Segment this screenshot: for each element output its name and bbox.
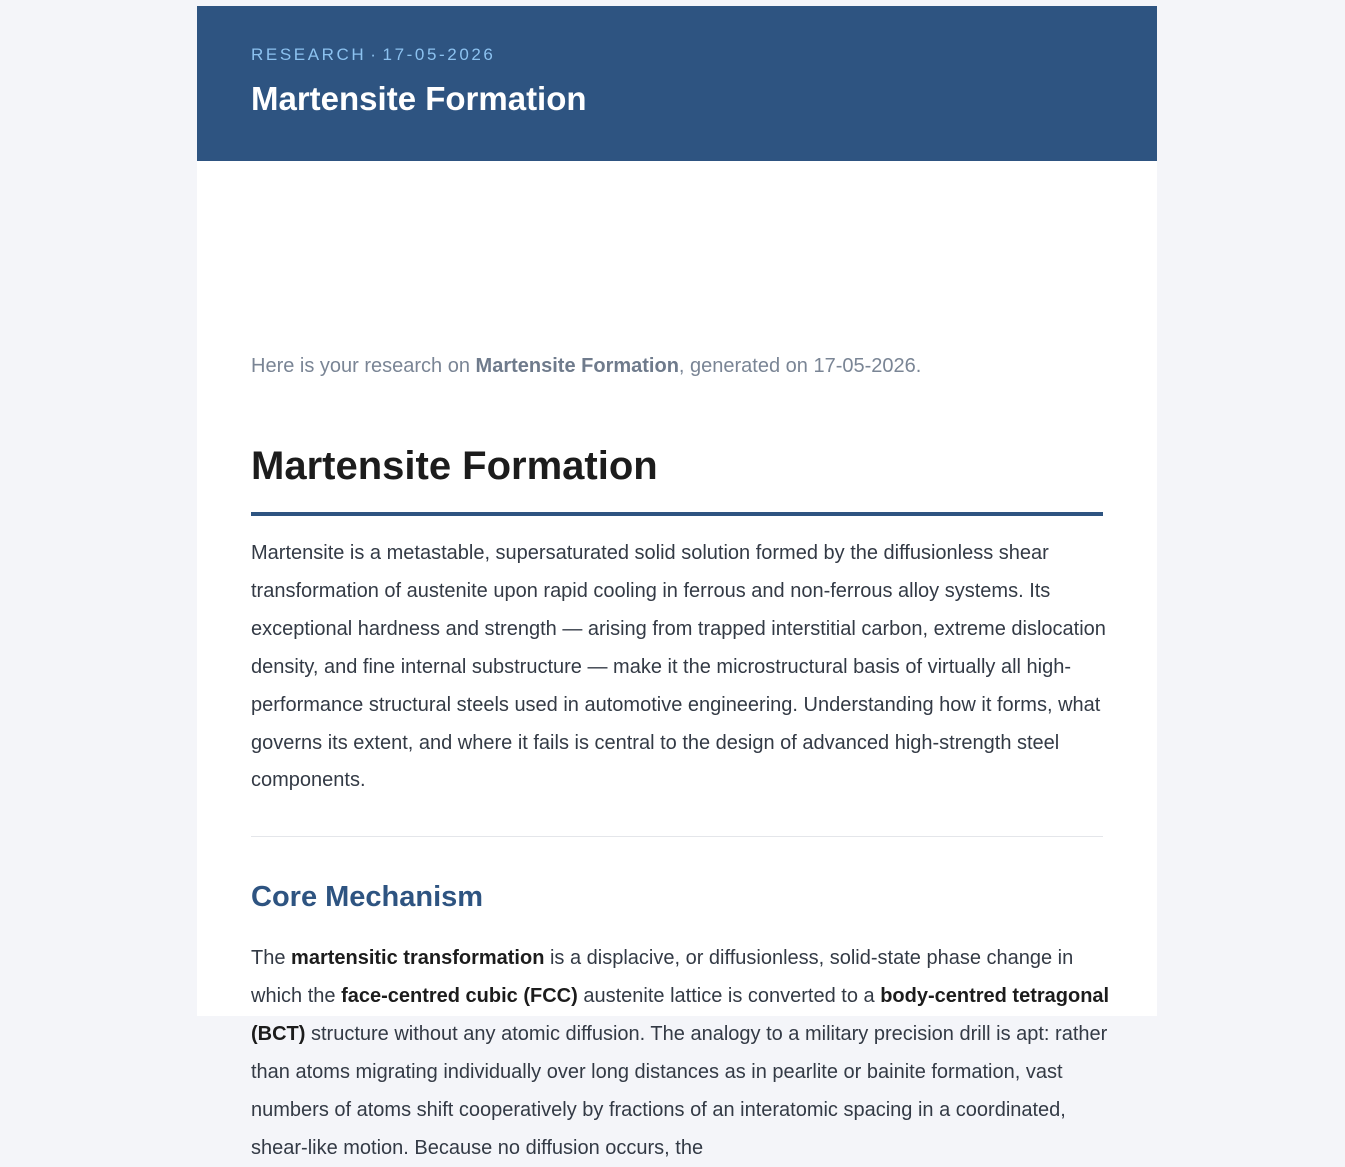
intro-prefix: Here is your research on bbox=[251, 355, 476, 377]
summary-paragraph: Martensite is a metastable, supersaturated solid solution formed by the diffusionless shear transformation of austenite upon rapid cooling in ferrous and non-ferrous alloy systems. Its exceptional hardness and strength — arising from trapped interstitial carbon, extreme dislocation density, and fine internal substructure — make it the microstructural basis of virtually all high-performance structural steels used in automotive engineering. Understanding how it forms, what governs its extent, and where it fails is central to the design of advanced high-strength steel components. bbox=[251, 542, 1106, 792]
core-mechanism-paragraph bbox=[251, 940, 1111, 1167]
intro-line bbox=[251, 355, 921, 378]
header-title: Martensite Formation bbox=[251, 80, 587, 117]
term-martensitic-transformation: martensitic transformation bbox=[291, 947, 545, 969]
kicker-separator: · bbox=[370, 45, 379, 64]
term-fcc: face-centred cubic (FCC) bbox=[341, 984, 578, 1007]
section-heading-core-mechanism: Core Mechanism bbox=[251, 881, 484, 913]
intro-suffix: , generated on 17-05-2026. bbox=[678, 355, 922, 377]
document-title: Martensite Formation bbox=[251, 444, 658, 488]
research-card bbox=[197, 6, 1157, 1159]
section-divider bbox=[251, 836, 1103, 837]
card-header bbox=[197, 6, 1157, 161]
header-kicker bbox=[251, 45, 496, 65]
para-text: structure without any atomic diffusion. The analogy to a military precision drill is apt: rather than atoms migrating individually over long distances as in pearlite or bainite formation, vast numbers of atoms shift cooperatively by fractions of an interatomic spacing in a coordinated, shear-like motion. Because no diffusion occurs, the bbox=[251, 1022, 1108, 1159]
para-text: The bbox=[251, 947, 292, 969]
header-date: 17-05-2026 bbox=[382, 45, 496, 64]
category-label: RESEARCH bbox=[251, 45, 367, 64]
para-text: austenite lattice is converted to a bbox=[577, 984, 881, 1007]
title-underline bbox=[251, 512, 1103, 516]
intro-topic: Martensite Formation bbox=[475, 355, 679, 377]
para-text: is a displacive, or diffusionless, solid-state phase change in which the bbox=[251, 947, 1074, 1007]
term-bct: body-centred tetragonal (BCT) bbox=[251, 984, 1110, 1045]
